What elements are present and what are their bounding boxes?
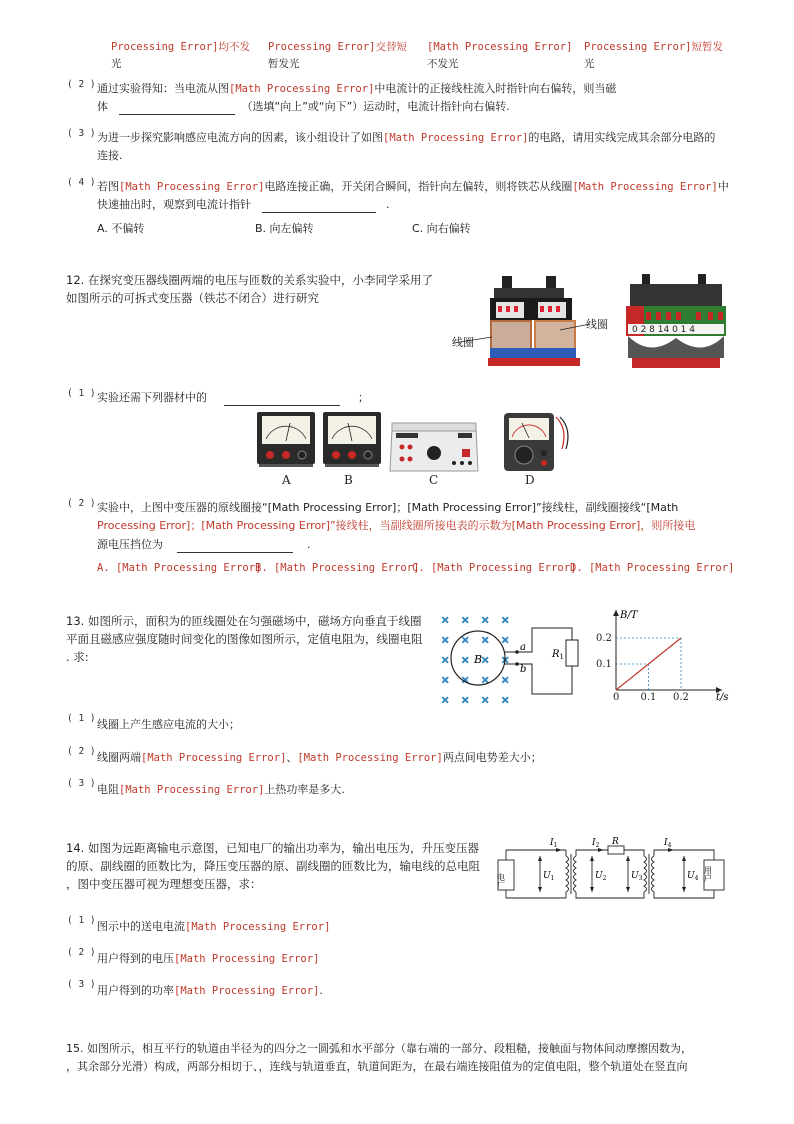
- q12-title-line1: 12. 在探究变压器线圈两端的电压与匝数的关系实验中，小李同学采用了: [66, 273, 433, 287]
- q13-bt-chart: [594, 604, 734, 703]
- q15-line1: 15. 如图所示，相互平行的轨道由半径为的四分之一圆弧和水平部分（靠右端的一部分、段粗糙，接触面与物体间动摩擦因数为，: [66, 1042, 692, 1055]
- svg-text:R1: $R_1$: [552, 649, 564, 661]
- meter-label-b[interactable]: B: [344, 473, 353, 487]
- svg-text:b: b: [520, 664, 527, 675]
- q14-part1-number: ( 1 ): [67, 915, 96, 926]
- q13-title-line2: 平面且磁感应强度随时间变化的图像如图所示，定值电阻为，线圈电阻: [66, 632, 423, 646]
- field-x-mark: ×: [501, 655, 510, 666]
- field-x-mark: ×: [441, 615, 450, 626]
- q12-part1-line: 实验还需下列器材中的 ；: [97, 391, 369, 404]
- q14-part2-number: ( 2 ): [67, 947, 96, 958]
- q11-option-c: [Math Processing Error] 不发光: [427, 41, 573, 70]
- field-x-mark: ×: [441, 695, 450, 706]
- transformer-photo: [450, 272, 608, 374]
- svg-text:I2: $I_2$: [592, 838, 600, 849]
- meter-label-d[interactable]: D: [525, 473, 535, 487]
- user-label: 用户: [703, 866, 713, 882]
- q13-part1-line: 线圈上产生感应电流的大小；: [97, 718, 240, 731]
- resistor-r1: [566, 640, 578, 666]
- q14-title-line1: 14. 如图为远距离输电示意图，已知电厂的输出功率为，输出电压为，升压变压器: [66, 841, 479, 855]
- q12-choice-b[interactable]: B. [Math Processing Error]: [255, 562, 420, 574]
- field-x-mark: ×: [461, 615, 470, 626]
- q12-part2-line1: 实验中，上图中变压器的原线圈接“[Math Processing Error]；[Math Processing Error]”接线柱，副线圈接线“[Math: [97, 501, 679, 514]
- q13-title-line1: 13. 如图所示，面积为的匝线圈处在匀强磁场中，磁场方向垂直于线圈: [66, 614, 422, 628]
- x-axis-label: t/s: [716, 692, 729, 703]
- x-tick-label: 0.2: [673, 692, 689, 703]
- y-tick-label: 0.2: [596, 633, 612, 644]
- answer-blank[interactable]: [262, 212, 376, 213]
- q14-title-line2: 的原、副线圈的匝数比为，降压变压器的原、副线圈的匝数比为，输电线的总电阻: [66, 859, 480, 873]
- field-x-mark: ×: [481, 675, 490, 686]
- q13-title-line3: . 求:: [66, 650, 89, 664]
- q11-part2-number: ( 2 ): [67, 79, 96, 90]
- q11-choice-b[interactable]: B. 向左偏转: [255, 222, 314, 235]
- q12-title-line2: 如图所示的可拆式变压器（铁芯不闭合）进行研究: [66, 291, 319, 305]
- q11-part4-line2: 快速抽出时，观察到电流计指针 .: [97, 198, 390, 211]
- q11-option-a: Processing Error]均不发 光: [111, 41, 250, 70]
- q12-part2-number: ( 2 ): [67, 498, 96, 509]
- coil-label-left: 线圈: [452, 336, 474, 349]
- q12-part2-line2: Processing Error]；[Math Processing Error]”接线柱，当副线圈所接电表的示数为[Math Processing Error]，则所接电: [97, 519, 696, 532]
- field-x-mark: ×: [461, 675, 470, 686]
- field-x-mark: ×: [481, 635, 490, 646]
- svg-text:a: a: [520, 642, 526, 653]
- q13-part1-number: ( 1 ): [67, 713, 96, 724]
- q11-option-d: Processing Error]短暂发 光: [584, 41, 723, 70]
- field-x-mark: ×: [501, 695, 510, 706]
- svg-text:U3: $U_3$: [631, 871, 643, 882]
- meter-a-image: [256, 411, 316, 475]
- q13-part2-line: 线圈两端[Math Processing Error]、[Math Processing Error]两点间电势差大小；: [97, 751, 542, 764]
- q11-part2-line2: 体 （选填“向上”或“向下”）运动时，电流计指针向右偏转.: [97, 100, 510, 113]
- field-x-mark: ×: [501, 675, 510, 686]
- field-x-mark: ×: [461, 655, 470, 666]
- q11-part3-line2: 连接.: [97, 149, 123, 162]
- q12-choice-d[interactable]: D. [Math Processing Error]: [570, 562, 735, 574]
- q12-choice-c[interactable]: C. [Math Processing Error]: [412, 562, 577, 574]
- field-x-mark: ×: [501, 635, 510, 646]
- svg-text:U1: $U_1$: [543, 871, 555, 882]
- q11-part4-line1: 若图[Math Processing Error]电路连接正确，开关闭合瞬间，指针向左偏转，则将铁芯从线圈[Math Processing Error]中: [97, 180, 729, 193]
- q11-option-b: Processing Error]交替短 暂发光: [268, 41, 407, 70]
- svg-text:U4: $U_4$: [687, 871, 699, 882]
- svg-text:B: B: [474, 653, 483, 666]
- meter-c-image: [388, 419, 480, 475]
- q13-coil-figure: [432, 608, 592, 708]
- y-tick-label: 0.1: [596, 659, 612, 670]
- x-tick-label: 0.1: [640, 692, 657, 703]
- y-axis-label: B/T: [620, 610, 638, 621]
- coil-label-right: 线圈: [586, 318, 608, 331]
- q14-part1-line: 图示中的送电电流[Math Processing Error]: [97, 920, 331, 933]
- field-x-mark: ×: [501, 615, 510, 626]
- q14-part3-number: ( 3 ): [67, 979, 96, 990]
- q11-part3-number: ( 3 ): [67, 128, 96, 139]
- q12-choice-a[interactable]: A. [Math Processing Error]: [97, 562, 262, 574]
- q11-part4-number: ( 4 ): [67, 177, 96, 188]
- q13-part2-number: ( 2 ): [67, 746, 96, 757]
- scale-labels: 0 2 8 14 0 1 4: [632, 325, 695, 335]
- q12-part1-number: ( 1 ): [67, 388, 96, 399]
- q11-choice-c[interactable]: C. 向右偏转: [412, 222, 471, 235]
- q11-choice-a[interactable]: A. 不偏转: [97, 222, 145, 235]
- svg-text:U2: $U_2$: [595, 871, 607, 882]
- svg-text:R: R: [612, 837, 619, 847]
- field-x-mark: ×: [481, 655, 490, 666]
- q14-part3-line: 用户得到的功率[Math Processing Error].: [97, 984, 323, 997]
- q14-part2-line: 用户得到的电压[Math Processing Error]: [97, 952, 320, 965]
- field-x-mark: ×: [481, 615, 490, 626]
- q14-title-line3: ，图中变压器可视为理想变压器，求：: [66, 877, 262, 891]
- answer-blank[interactable]: [177, 552, 293, 553]
- answer-blank[interactable]: [119, 114, 235, 115]
- q13-part3-line: 电阻[Math Processing Error]上热功率是多大.: [97, 783, 345, 796]
- q12-part2-line3: 源电压挡位为 .: [97, 538, 311, 551]
- meter-d-image: [500, 409, 578, 475]
- field-x-mark: ×: [441, 675, 450, 686]
- q11-part3-line1: 为进一步探究影响感应电流方向的因素，该小组设计了如图[Math Processing Error]的电路，请用实线完成其余部分电路的: [97, 131, 716, 144]
- field-x-mark: ×: [461, 635, 470, 646]
- field-x-mark: ×: [441, 655, 450, 666]
- q11-part2-line1: 通过实验得知：当电流从图[Math Processing Error]中电流计的正接线柱流入时指针向右偏转，则当磁: [97, 82, 617, 95]
- field-x-mark: ×: [441, 635, 450, 646]
- q14-power-transmission-diagram: [494, 836, 730, 902]
- meter-b-image: [322, 411, 382, 475]
- field-x-mark: ×: [481, 695, 490, 706]
- q15-line2: ，其余部分光滑）构成，两部分相切于、，连线与轨道垂直，轨道间距为，在最右端连接阻值为的定值电阻，整个轨道处在竖直向: [66, 1060, 688, 1073]
- svg-text:I4: $I_4$: [664, 838, 672, 849]
- q13-part3-number: ( 3 ): [67, 778, 96, 789]
- x-tick-label: 0: [613, 692, 620, 703]
- answer-blank[interactable]: [224, 405, 340, 406]
- meter-label-a[interactable]: A: [282, 473, 291, 487]
- transformer-photo-closeup: [624, 272, 728, 372]
- meter-label-c[interactable]: C: [429, 473, 439, 487]
- field-x-mark: ×: [461, 695, 470, 706]
- plant-label: 电厂: [496, 873, 506, 889]
- svg-text:I1: $I_1$: [550, 838, 558, 849]
